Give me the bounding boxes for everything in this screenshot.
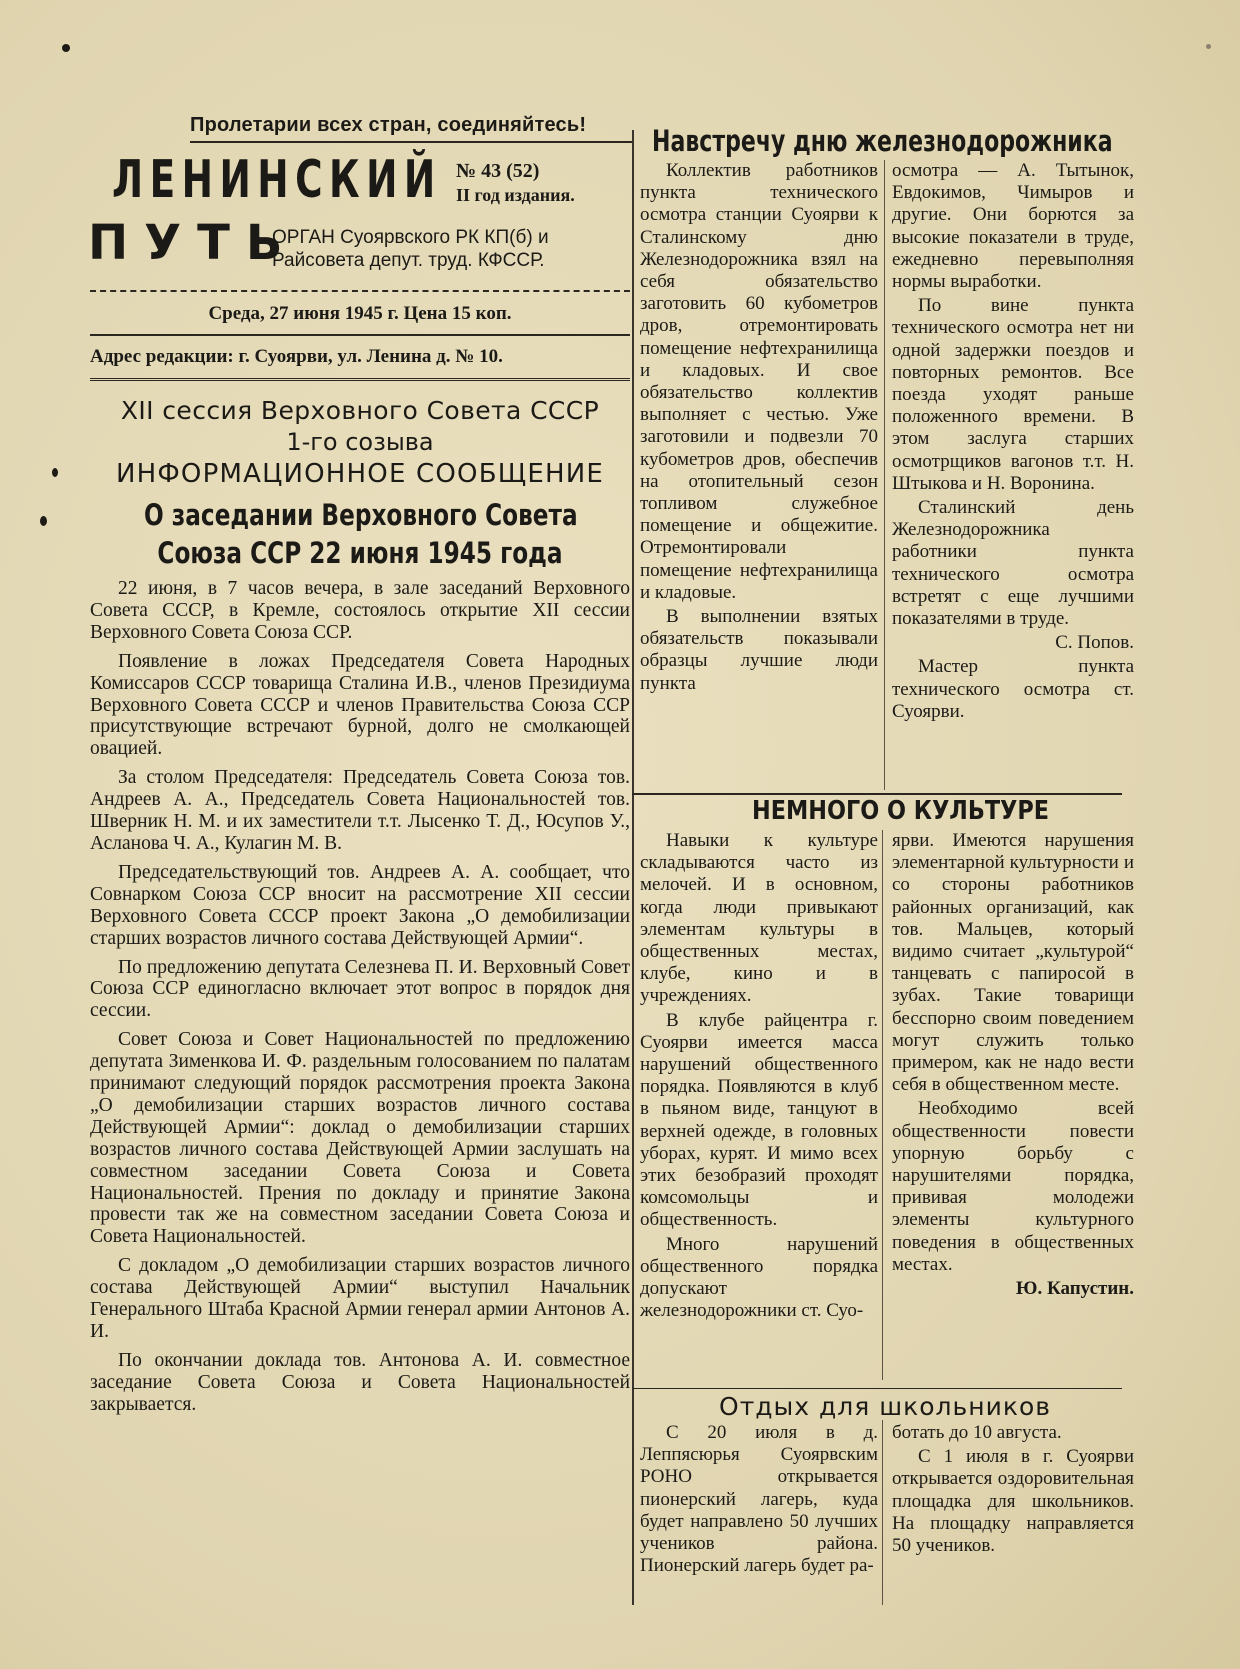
culture-column-2 bbox=[892, 830, 1134, 1302]
masthead-rule bbox=[90, 290, 630, 292]
article-paragraph: Председательствующий тов. Андреев А. А. сообщает, что Совнарком Союза ССР вносит на рассмотрение XII сессии Верховного Совета СССР проект Закона „О демобилизации старших возрастов личного состава Действующей Армии“. bbox=[90, 861, 630, 949]
article-paragraph: По предложению депутата Селезнева П. И. Верховный Совет Союза ССР единогласно включает этот вопрос в порядок дня сессии. bbox=[90, 956, 630, 1022]
session-headline-line2: Союза ССР 22 июня 1945 года bbox=[157, 536, 563, 570]
railway-column-2 bbox=[892, 160, 1134, 725]
section-divider bbox=[632, 793, 1122, 795]
rest-headline: Отдых для школьников bbox=[719, 1392, 1051, 1421]
issue-number: № 43 (52) bbox=[456, 160, 540, 182]
article-paragraph: В клубе райцентра г. Суоярви имеется масса нарушений общественного порядка. Появляются в клуб в пьяном виде, танцуют в верхней одежде, в головных уборах, курят. И мимо всех этих безобразий проходят комсомольцы и общественность. bbox=[640, 1009, 878, 1231]
column-divider bbox=[884, 160, 885, 790]
column-divider bbox=[632, 130, 634, 1605]
article-paragraph: осмотра — А. Тытынок, Евдокимов, Чимыров и другие. Они борются за высокие показатели в труде, ежедневно перевыполняя нормы выработки. bbox=[892, 160, 1134, 293]
organ-line: ОРГАН Суоярвского РК КП(б) и Райсовета депут. труд. КФССР. bbox=[272, 227, 549, 271]
article-paragraph: С 20 июля в д. Леппясюрья Суоярвским РОНО открывается пионерский лагерь, куда будет направлено 50 лучших учеников района. Пионерский лагерь будет ра- bbox=[640, 1422, 878, 1577]
session-headline-line1: О заседании Верховного Совета bbox=[144, 498, 578, 532]
session-article-body bbox=[90, 578, 630, 1423]
column-divider bbox=[882, 1420, 883, 1605]
column-divider bbox=[882, 830, 883, 1380]
article-paragraph: В выполнении взятых обязательств показывали образцы лучшие люди пункта bbox=[640, 606, 878, 694]
ink-spot bbox=[62, 44, 70, 52]
editorial-address: Адрес редакции: г. Суоярви, ул. Ленина д. № 10. bbox=[90, 346, 503, 367]
article-paragraph: Много нарушений общественного порядка допускают железнодорожники ст. Суо- bbox=[640, 1233, 878, 1322]
ink-spot bbox=[1206, 44, 1211, 49]
section-divider bbox=[632, 1388, 1122, 1389]
session-title: XII сессия Верховного Совета СССР bbox=[120, 396, 600, 425]
article-paragraph: Совет Союза и Совет Национальностей по предложению депутата Зименкова И. Ф. раздельным голосованием по палатам принимают следующий порядок рассмотрения проекта Закона „О демобилизации старших возрастов личного состава Действующей Армии“: доклад о демобилизации старших возрастов личного состава Действующей Армии заслушать на совместном заседании Совета Союза и Совета Национальностей. Прения по докладу и принятие Закона провести так же на совместном заседании Совета Союза и Совета Национальностей. bbox=[90, 1029, 630, 1248]
motto: Пролетарии всех стран, соединяйтесь! bbox=[190, 114, 587, 136]
article-paragraph: С докладом „О демобилизации старших возрастов личного состава Действующей Армии“ выступил Начальник Генерального Штаба Красной Армии генерал армии Антонов А. И. bbox=[90, 1255, 630, 1342]
motto-rule bbox=[190, 141, 632, 143]
date-rule bbox=[90, 334, 630, 336]
article-paragraph: Коллектив работников пункта технического осмотра станции Суоярви к Сталинскому дню Железнодорожника взял на себя обязательство заготовить 60 кубометров дров, отремонтировать помещение нефтехранилища и кладовых. И свое обязательство коллектив выполняет с честью. Уже заготовили и подвезли 70 кубометров дров, обеспечив на отопительный сезон топливом служебное помещение и общежитие. Отремонтировали помещение нефтехранилища и кладовые. bbox=[640, 160, 878, 603]
article-paragraph: Появление в ложах Председателя Совета Народных Комиссаров СССР товарища Сталина И.В., членов Президиума Верховного Совета СССР и членов Правительства Союза ССР присутствующие встречают бурной, долго не смолкающей овацией. bbox=[90, 650, 630, 760]
culture-column-1 bbox=[640, 830, 878, 1324]
newspaper-title-line1: ЛЕНИНСКИЙ bbox=[112, 150, 442, 210]
date-price: Среда, 27 июня 1945 г. Цена 15 коп. bbox=[208, 303, 512, 324]
article-paragraph: С 1 июля в г. Суоярви открывается оздоровительная площадка для школьников. На площадку направляется 50 учеников. bbox=[892, 1446, 1134, 1557]
ink-spot bbox=[40, 516, 47, 526]
article-paragraph: За столом Председателя: Председатель Совета Союза тов. Андреев А. А., Председатель Совета Национальностей тов. Шверник Н. М. и их заместители т.т. Лысенко Т. Д., Юсупов У., Асланова Ч. А., Кулагин М. В. bbox=[90, 767, 630, 854]
article-paragraph: Сталинский день Железнодорожника работники пункта технического осмотра встретят с еще лучшими показателями в труде. bbox=[892, 497, 1134, 630]
publication-year: II год издания. bbox=[456, 185, 575, 205]
railway-column-1 bbox=[640, 160, 878, 697]
author-signature: С. Попов. bbox=[1055, 632, 1134, 654]
session-convocation: 1-го созыва bbox=[286, 428, 434, 456]
rest-column-2 bbox=[892, 1422, 1134, 1559]
newspaper-title-line2: ПУТЬ bbox=[88, 215, 299, 271]
culture-headline: НЕМНОГО О КУЛЬТУРЕ bbox=[752, 796, 1050, 826]
rest-column-1 bbox=[640, 1422, 878, 1579]
article-paragraph: ярви. Имеются нарушения элементарной культурности и со стороны работников районных организаций, как тов. Мальцев, который видимо считает „культурой“ танцевать с папиросой в зубах. Такие товарищи бесспорно своим поведением могут служить только примером, как не надо вести себя в общественном месте. bbox=[892, 830, 1134, 1096]
article-paragraph: 22 июня, в 7 часов вечера, в зале заседаний Верховного Совета СССР, в Кремле, состоялось открытие XII сессии Верховного Совета Союза ССР. bbox=[90, 578, 630, 643]
info-message-label: ИНФОРМАЦИОННОЕ СООБЩЕНИЕ bbox=[115, 459, 605, 489]
ink-spot bbox=[52, 468, 58, 477]
railway-headline: Навстречу дню железнодорожника bbox=[652, 124, 1113, 158]
author-title: Мастер пункта технического осмотра ст. Суоярви. bbox=[892, 656, 1134, 722]
article-paragraph: По вине пункта технического осмотра нет ни одной задержки поездов и повторных ремонтов. Все поезда уходят раньше положенного времени. В этом заслуга старших осмотрщиков вагонов т.т. Н. Штыкова и Н. Воронина. bbox=[892, 295, 1134, 494]
author-signature: Ю. Капустин. bbox=[1016, 1278, 1134, 1300]
article-paragraph: По окончании доклада тов. Антонова А. И. совместное заседание Совета Союза и Совета Национальностей закрывается. bbox=[90, 1349, 630, 1415]
address-rule bbox=[90, 378, 630, 381]
article-paragraph: ботать до 10 августа. bbox=[892, 1422, 1062, 1443]
article-paragraph: Навыки к культуре складываются часто из мелочей. И в основном, когда люди привыкают элементам культуры в общественных местах, клубе, кино и в учреждениях. bbox=[640, 830, 878, 1007]
article-paragraph: Необходимо всей общественности повести упорную борьбу с нарушителями порядка, прививая молодежи элементы культурного поведения в общественных местах. bbox=[892, 1098, 1134, 1275]
